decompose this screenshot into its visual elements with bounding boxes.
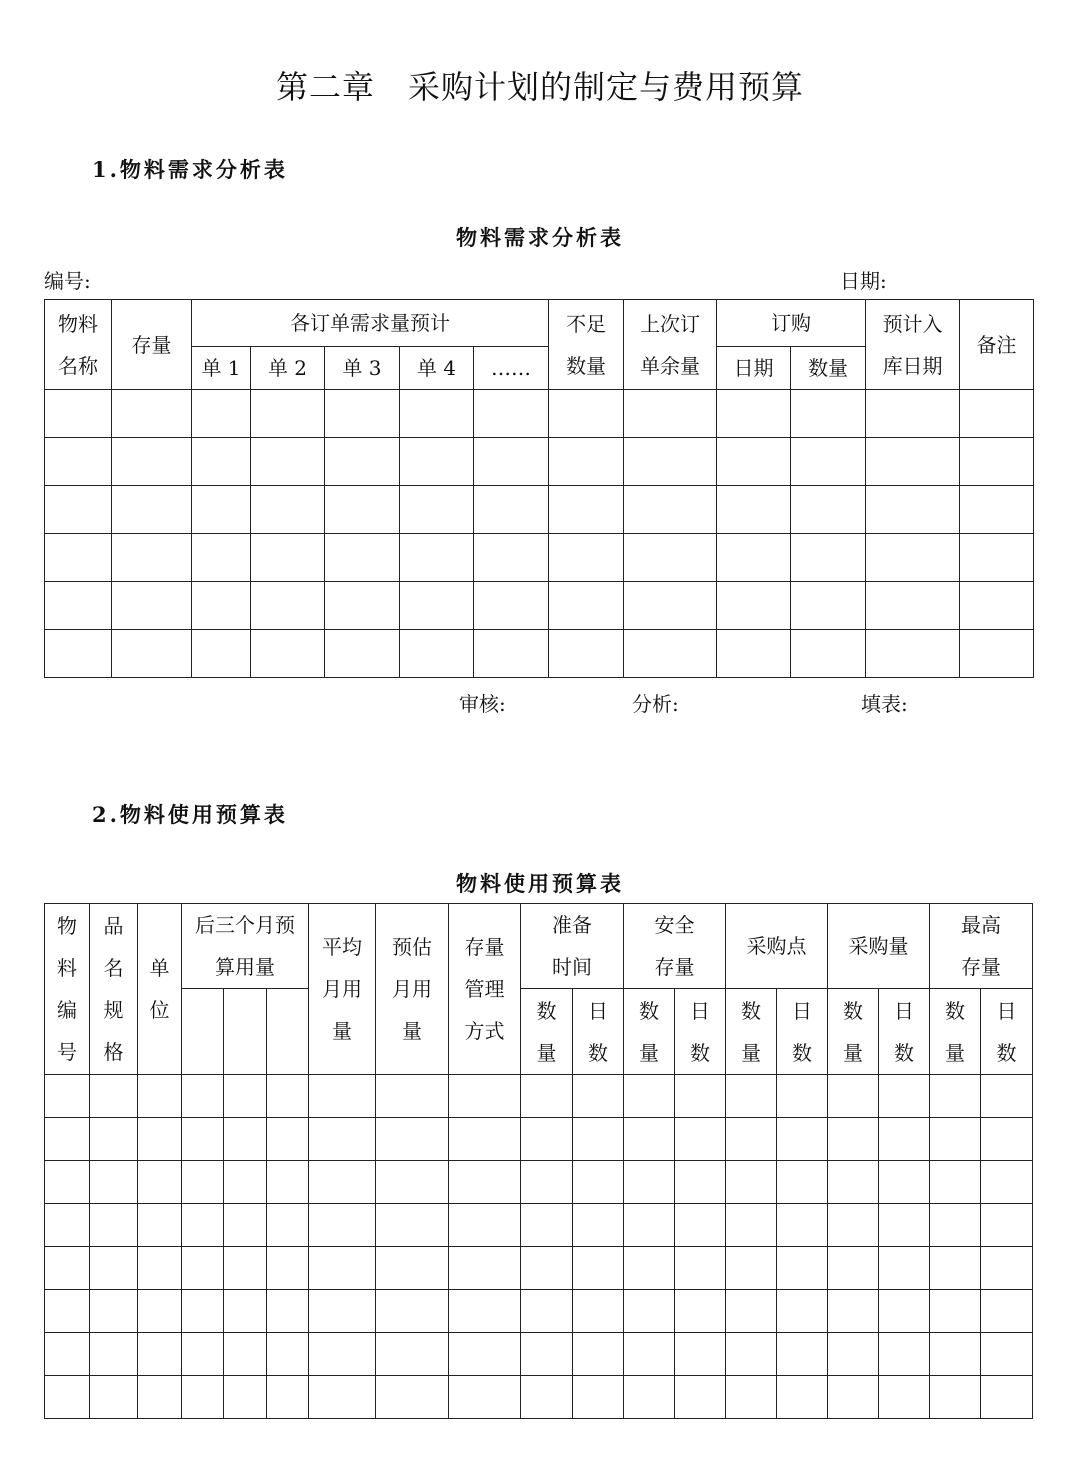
table-cell[interactable]	[267, 1161, 309, 1204]
table-cell[interactable]	[866, 438, 960, 486]
table-cell[interactable]	[624, 1333, 675, 1376]
table-cell[interactable]	[726, 1118, 777, 1161]
table-cell[interactable]	[717, 582, 791, 630]
table-cell[interactable]	[90, 1204, 138, 1247]
header-qty: 数量	[930, 989, 981, 1075]
table-cell[interactable]	[866, 630, 960, 678]
table-cell[interactable]	[449, 1376, 521, 1419]
table-cell[interactable]	[521, 1376, 573, 1419]
table-cell[interactable]	[112, 390, 192, 438]
table-cell[interactable]	[726, 1247, 777, 1290]
table-cell[interactable]	[309, 1161, 376, 1204]
table-cell[interactable]	[726, 1333, 777, 1376]
table-cell[interactable]	[960, 582, 1034, 630]
table-cell[interactable]	[777, 1247, 828, 1290]
table-row	[45, 1075, 1033, 1118]
table-cell[interactable]	[717, 486, 791, 534]
header-stock-method: 存量管理方式	[449, 904, 521, 1075]
table-cell[interactable]	[45, 582, 112, 630]
table-cell[interactable]	[400, 630, 474, 678]
table-cell[interactable]	[675, 1247, 726, 1290]
table-cell[interactable]	[474, 630, 549, 678]
header-order-2: 单 2	[251, 347, 325, 390]
table-cell[interactable]	[828, 1376, 879, 1419]
table-cell[interactable]	[90, 1075, 138, 1118]
header-days: 日数	[675, 989, 726, 1075]
table-cell[interactable]	[866, 390, 960, 438]
material-budget-table	[44, 903, 1033, 1419]
table-cell[interactable]	[879, 1204, 930, 1247]
table-cell[interactable]	[573, 1247, 624, 1290]
table-cell[interactable]	[624, 534, 717, 582]
table-cell[interactable]	[325, 534, 400, 582]
table-cell[interactable]	[182, 1290, 224, 1333]
table-cell[interactable]	[930, 1247, 981, 1290]
table-cell[interactable]	[549, 582, 624, 630]
table-cell[interactable]	[224, 1075, 267, 1118]
table-cell[interactable]	[400, 390, 474, 438]
header-safety-stock: 安全存量	[624, 904, 726, 989]
table-cell[interactable]	[930, 1075, 981, 1118]
table-cell[interactable]	[309, 1290, 376, 1333]
header-purchase-qty: 数量	[791, 347, 866, 390]
table-cell[interactable]	[224, 1204, 267, 1247]
table-cell[interactable]	[726, 1290, 777, 1333]
table-cell[interactable]	[474, 582, 549, 630]
table-cell[interactable]	[90, 1118, 138, 1161]
table-cell[interactable]	[624, 630, 717, 678]
header-days: 日数	[777, 989, 828, 1075]
table-cell[interactable]	[251, 438, 325, 486]
header-order-more: ……	[474, 347, 549, 390]
table-row	[45, 486, 1034, 534]
table-cell[interactable]	[930, 1333, 981, 1376]
table-cell[interactable]	[573, 1204, 624, 1247]
table-cell[interactable]	[45, 438, 112, 486]
header-order-4: 单 4	[400, 347, 474, 390]
table-cell[interactable]	[828, 1075, 879, 1118]
table-cell[interactable]	[777, 1333, 828, 1376]
table-cell[interactable]	[930, 1204, 981, 1247]
table-cell[interactable]	[791, 438, 866, 486]
table-cell[interactable]	[675, 1376, 726, 1419]
table-cell[interactable]	[981, 1376, 1033, 1419]
section1-table-title: 物料需求分析表	[456, 225, 624, 250]
table-cell[interactable]	[675, 1075, 726, 1118]
section1-heading: 1.物料需求分析表	[92, 157, 288, 182]
table-cell[interactable]	[192, 390, 251, 438]
table-cell[interactable]	[879, 1376, 930, 1419]
table-cell[interactable]	[717, 534, 791, 582]
review-label: 审核:	[459, 692, 506, 716]
table-cell[interactable]	[45, 1247, 90, 1290]
table-row	[45, 1247, 1033, 1290]
material-demand-table	[44, 299, 1034, 678]
table-row	[45, 1161, 1033, 1204]
table-row	[45, 1118, 1033, 1161]
table-cell[interactable]	[777, 1204, 828, 1247]
table-cell[interactable]	[309, 1118, 376, 1161]
table-cell[interactable]	[267, 1376, 309, 1419]
table-cell[interactable]	[90, 1376, 138, 1419]
table-cell[interactable]	[866, 534, 960, 582]
table-cell[interactable]	[960, 630, 1034, 678]
table-cell[interactable]	[981, 1118, 1033, 1161]
table-cell[interactable]	[573, 1075, 624, 1118]
table-cell[interactable]	[325, 630, 400, 678]
table-cell[interactable]	[521, 1333, 573, 1376]
header-remark: 备注	[960, 300, 1034, 390]
table-row	[45, 1290, 1033, 1333]
table-cell[interactable]	[400, 534, 474, 582]
header-purchase-date: 日期	[717, 347, 791, 390]
table-cell[interactable]	[309, 1204, 376, 1247]
table-cell[interactable]	[573, 1333, 624, 1376]
table-cell[interactable]	[112, 438, 192, 486]
table-cell[interactable]	[138, 1161, 182, 1204]
table-cell[interactable]	[449, 1161, 521, 1204]
header-days: 日数	[981, 989, 1033, 1075]
table-cell[interactable]	[251, 534, 325, 582]
table-cell[interactable]	[726, 1204, 777, 1247]
header-stock: 存量	[112, 300, 192, 390]
table-cell[interactable]	[449, 1118, 521, 1161]
table-cell[interactable]	[791, 582, 866, 630]
section2-heading: 2.物料使用预算表	[92, 802, 288, 827]
table-cell[interactable]	[828, 1118, 879, 1161]
table-cell[interactable]	[45, 1376, 90, 1419]
table-cell[interactable]	[624, 1161, 675, 1204]
table-cell[interactable]	[549, 390, 624, 438]
table-cell[interactable]	[267, 1204, 309, 1247]
table-cell[interactable]	[549, 438, 624, 486]
table-cell[interactable]	[981, 1290, 1033, 1333]
header-order-demand: 各订单需求量预计	[192, 300, 549, 347]
table-cell[interactable]	[828, 1333, 879, 1376]
table-cell[interactable]	[624, 438, 717, 486]
table-cell[interactable]	[521, 1075, 573, 1118]
header-days: 日数	[573, 989, 624, 1075]
table-cell[interactable]	[717, 630, 791, 678]
table-cell[interactable]	[777, 1290, 828, 1333]
table-cell[interactable]	[192, 486, 251, 534]
budget-month-cell	[182, 989, 224, 1075]
table-cell[interactable]	[777, 1075, 828, 1118]
header-avg-monthly: 平均月用量	[309, 904, 376, 1075]
table-cell[interactable]	[112, 486, 192, 534]
table-cell[interactable]	[573, 1118, 624, 1161]
table-cell[interactable]	[879, 1247, 930, 1290]
table-cell[interactable]	[267, 1333, 309, 1376]
table-cell[interactable]	[624, 1075, 675, 1118]
table-cell[interactable]	[267, 1247, 309, 1290]
table-cell[interactable]	[717, 438, 791, 486]
budget-month-cell	[224, 989, 267, 1075]
table-cell[interactable]	[376, 1247, 449, 1290]
table-cell[interactable]	[309, 1075, 376, 1118]
table-cell[interactable]	[791, 486, 866, 534]
table-cell[interactable]	[251, 390, 325, 438]
table-cell[interactable]	[325, 582, 400, 630]
table-cell[interactable]	[90, 1290, 138, 1333]
table-cell[interactable]	[251, 582, 325, 630]
table-cell[interactable]	[400, 438, 474, 486]
header-next3-budget: 后三个月预算用量	[182, 904, 309, 989]
table1-body	[45, 390, 1034, 678]
table-cell[interactable]	[325, 486, 400, 534]
table-cell[interactable]	[828, 1204, 879, 1247]
table-cell[interactable]	[981, 1247, 1033, 1290]
serial-label: 编号:	[44, 269, 91, 293]
table-cell[interactable]	[182, 1118, 224, 1161]
table-cell[interactable]	[182, 1247, 224, 1290]
table-cell[interactable]	[192, 534, 251, 582]
table-cell[interactable]	[192, 630, 251, 678]
table-cell[interactable]	[449, 1204, 521, 1247]
table-cell[interactable]	[624, 486, 717, 534]
table-cell[interactable]	[449, 1290, 521, 1333]
table-row	[45, 534, 1034, 582]
table-cell[interactable]	[879, 1118, 930, 1161]
table-cell[interactable]	[573, 1290, 624, 1333]
table-cell[interactable]	[777, 1161, 828, 1204]
header-est-monthly: 预估月用量	[376, 904, 449, 1075]
table-cell[interactable]	[182, 1204, 224, 1247]
table-cell[interactable]	[474, 486, 549, 534]
table-cell[interactable]	[879, 1333, 930, 1376]
table-cell[interactable]	[521, 1161, 573, 1204]
header-qty: 数量	[624, 989, 675, 1075]
table-cell[interactable]	[376, 1204, 449, 1247]
table-cell[interactable]	[267, 1118, 309, 1161]
table-cell[interactable]	[624, 390, 717, 438]
table-cell[interactable]	[930, 1161, 981, 1204]
header-lead-time: 准备时间	[521, 904, 624, 989]
table-cell[interactable]	[45, 1204, 90, 1247]
table-cell[interactable]	[879, 1075, 930, 1118]
budget-month-cell	[267, 989, 309, 1075]
fill-label: 填表:	[861, 692, 908, 716]
table-row	[45, 438, 1034, 486]
table-cell[interactable]	[449, 1075, 521, 1118]
table-cell[interactable]	[45, 1333, 90, 1376]
header-days: 日数	[879, 989, 930, 1075]
table-cell[interactable]	[400, 582, 474, 630]
header-qty: 数量	[726, 989, 777, 1075]
header-reorder-point: 采购点	[726, 904, 828, 989]
table-cell[interactable]	[45, 1075, 90, 1118]
table-cell[interactable]	[182, 1376, 224, 1419]
table-cell[interactable]	[90, 1247, 138, 1290]
table-cell[interactable]	[777, 1376, 828, 1419]
table2-body	[45, 1075, 1033, 1419]
table-cell[interactable]	[960, 438, 1034, 486]
table-cell[interactable]	[828, 1290, 879, 1333]
header-last-order-balance: 上次订单余量	[624, 300, 717, 390]
table-cell[interactable]	[182, 1075, 224, 1118]
date-label: 日期:	[840, 269, 887, 293]
table-cell[interactable]	[251, 486, 325, 534]
table-cell[interactable]	[112, 534, 192, 582]
table-cell[interactable]	[267, 1075, 309, 1118]
table-cell[interactable]	[45, 1118, 90, 1161]
table-row	[45, 582, 1034, 630]
table-cell[interactable]	[960, 534, 1034, 582]
table-cell[interactable]	[325, 438, 400, 486]
header-order-1: 单 1	[192, 347, 251, 390]
table-cell[interactable]	[675, 1204, 726, 1247]
table-cell[interactable]	[376, 1075, 449, 1118]
table-cell[interactable]	[138, 1290, 182, 1333]
table-cell[interactable]	[309, 1376, 376, 1419]
table-cell[interactable]	[224, 1161, 267, 1204]
table-cell[interactable]	[224, 1118, 267, 1161]
header-name-spec: 品名规格	[90, 904, 138, 1075]
table-cell[interactable]	[828, 1247, 879, 1290]
table-row	[45, 1376, 1033, 1419]
table-cell[interactable]	[251, 630, 325, 678]
table-cell[interactable]	[182, 1161, 224, 1204]
table-cell[interactable]	[224, 1333, 267, 1376]
table-cell[interactable]	[981, 1075, 1033, 1118]
header-qty: 数量	[828, 989, 879, 1075]
table-row	[45, 1333, 1033, 1376]
table-cell[interactable]	[449, 1333, 521, 1376]
chapter-title: 第二章 采购计划的制定与费用预算	[275, 68, 804, 106]
header-unit: 单位	[138, 904, 182, 1075]
table-cell[interactable]	[474, 438, 549, 486]
table-cell[interactable]	[474, 390, 549, 438]
table-cell[interactable]	[549, 486, 624, 534]
table-cell[interactable]	[624, 1118, 675, 1161]
table-cell[interactable]	[309, 1333, 376, 1376]
table-cell[interactable]	[90, 1161, 138, 1204]
table-cell[interactable]	[960, 486, 1034, 534]
table-cell[interactable]	[930, 1118, 981, 1161]
table-cell[interactable]	[981, 1204, 1033, 1247]
table-cell[interactable]	[624, 582, 717, 630]
table-cell[interactable]	[521, 1247, 573, 1290]
section2-table-title: 物料使用预算表	[456, 871, 624, 896]
table-cell[interactable]	[224, 1376, 267, 1419]
table-cell[interactable]	[675, 1118, 726, 1161]
header-material-name: 物料名称	[45, 300, 112, 390]
table-cell[interactable]	[866, 486, 960, 534]
table-cell[interactable]	[960, 390, 1034, 438]
table-cell[interactable]	[624, 1247, 675, 1290]
table-cell[interactable]	[726, 1161, 777, 1204]
table-cell[interactable]	[45, 486, 112, 534]
table-cell[interactable]	[192, 438, 251, 486]
header-purchase: 订购	[717, 300, 866, 347]
table-cell[interactable]	[981, 1333, 1033, 1376]
table-cell[interactable]	[675, 1290, 726, 1333]
table-cell[interactable]	[376, 1118, 449, 1161]
table-cell[interactable]	[45, 630, 112, 678]
table-cell[interactable]	[224, 1290, 267, 1333]
table-cell[interactable]	[474, 534, 549, 582]
table-cell[interactable]	[791, 390, 866, 438]
table-cell[interactable]	[325, 390, 400, 438]
header-shortage: 不足数量	[549, 300, 624, 390]
table-cell[interactable]	[182, 1333, 224, 1376]
table-cell[interactable]	[376, 1376, 449, 1419]
table-cell[interactable]	[90, 1333, 138, 1376]
table-cell[interactable]	[224, 1247, 267, 1290]
table-cell[interactable]	[138, 1247, 182, 1290]
table-cell[interactable]	[449, 1247, 521, 1290]
header-material-code: 物料编号	[45, 904, 90, 1075]
table-cell[interactable]	[376, 1290, 449, 1333]
table-cell[interactable]	[138, 1376, 182, 1419]
table-cell[interactable]	[624, 1204, 675, 1247]
table-cell[interactable]	[400, 486, 474, 534]
table-row	[45, 1204, 1033, 1247]
table-cell[interactable]	[521, 1204, 573, 1247]
table-cell[interactable]	[930, 1290, 981, 1333]
table-cell[interactable]	[138, 1075, 182, 1118]
table-cell[interactable]	[45, 534, 112, 582]
table-cell[interactable]	[717, 390, 791, 438]
table-cell[interactable]	[726, 1376, 777, 1419]
table-cell[interactable]	[624, 1290, 675, 1333]
table-cell[interactable]	[549, 534, 624, 582]
table-cell[interactable]	[45, 1161, 90, 1204]
table-cell[interactable]	[675, 1333, 726, 1376]
table-cell[interactable]	[879, 1290, 930, 1333]
table-cell[interactable]	[521, 1118, 573, 1161]
table-cell[interactable]	[192, 582, 251, 630]
table-cell[interactable]	[138, 1333, 182, 1376]
header-qty: 数量	[521, 989, 573, 1075]
table-cell[interactable]	[45, 390, 112, 438]
table-cell[interactable]	[930, 1376, 981, 1419]
table-cell[interactable]	[138, 1118, 182, 1161]
table-cell[interactable]	[828, 1161, 879, 1204]
table-cell[interactable]	[675, 1161, 726, 1204]
table-cell[interactable]	[981, 1161, 1033, 1204]
table-cell[interactable]	[45, 1290, 90, 1333]
table-cell[interactable]	[866, 582, 960, 630]
table-cell[interactable]	[624, 1376, 675, 1419]
table2-subheader-row	[45, 989, 1033, 1075]
table-cell[interactable]	[376, 1333, 449, 1376]
header-max-stock: 最高存量	[930, 904, 1033, 989]
table-cell[interactable]	[376, 1161, 449, 1204]
table-cell[interactable]	[112, 582, 192, 630]
table-cell[interactable]	[726, 1075, 777, 1118]
table-cell[interactable]	[138, 1204, 182, 1247]
table-cell[interactable]	[112, 630, 192, 678]
header-expected-inbound: 预计入库日期	[866, 300, 960, 390]
table-cell[interactable]	[879, 1161, 930, 1204]
table-cell[interactable]	[309, 1247, 376, 1290]
table-cell[interactable]	[573, 1161, 624, 1204]
table-cell[interactable]	[573, 1376, 624, 1419]
table-cell[interactable]	[521, 1290, 573, 1333]
analysis-label: 分析:	[632, 692, 679, 716]
table-row	[45, 630, 1034, 678]
table-cell[interactable]	[791, 534, 866, 582]
table-cell[interactable]	[777, 1118, 828, 1161]
table-cell[interactable]	[549, 630, 624, 678]
table-row	[45, 390, 1034, 438]
header-purchase-qty-2: 采购量	[828, 904, 930, 989]
table-cell[interactable]	[791, 630, 866, 678]
header-order-3: 单 3	[325, 347, 400, 390]
table-cell[interactable]	[267, 1290, 309, 1333]
